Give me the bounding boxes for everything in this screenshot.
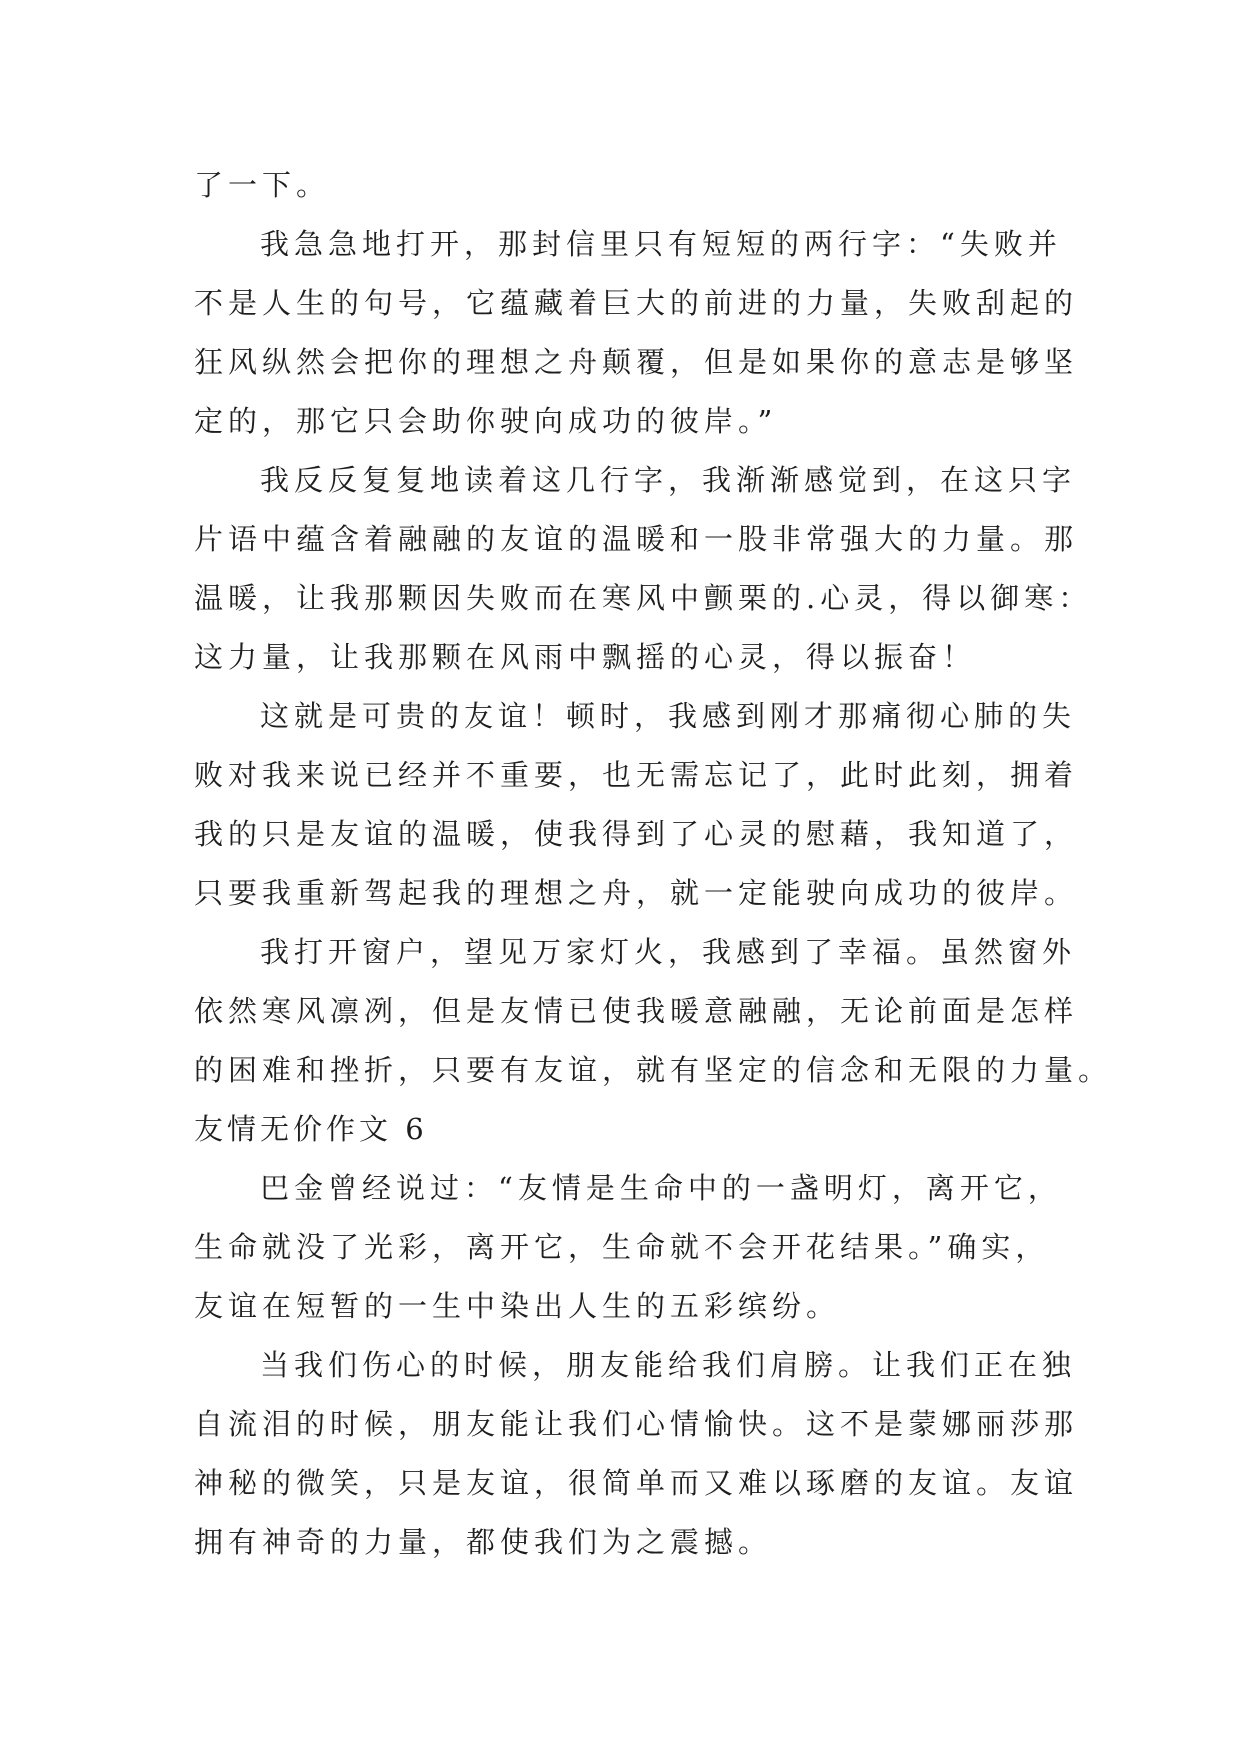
text-line: 定的，那它只会助你驶向成功的彼岸。” bbox=[194, 404, 778, 438]
text-line: 不是人生的句号，它蕴藏着巨大的前进的力量，失败刮起的 bbox=[194, 286, 1079, 320]
text-line: 我急急地打开，那封信里只有短短的两行字：“失败并 bbox=[260, 227, 1062, 261]
text-line: 这力量，让我那颗在风雨中飘摇的心灵，得以振奋！ bbox=[194, 640, 977, 674]
text-line: 生命就没了光彩，离开它，生命就不会开花结果。”确实， bbox=[194, 1230, 1050, 1264]
paragraph-continuation bbox=[194, 156, 1058, 215]
document-body bbox=[194, 156, 1113, 1572]
paragraph bbox=[194, 923, 1113, 1100]
paragraph bbox=[194, 1159, 1062, 1336]
text-line: 友谊在短暂的一生中染出人生的五彩缤纷。 bbox=[194, 1289, 841, 1323]
text-line: 依然寒风凛冽，但是友情已使我暖意融融，无论前面是怎样 bbox=[194, 994, 1079, 1028]
text-line: 自流泪的时候，朋友能让我们心情愉快。这不是蒙娜丽莎那 bbox=[194, 1407, 1079, 1441]
text-line: 这就是可贵的友谊！顿时，我感到刚才那痛彻心肺的失 bbox=[260, 699, 1077, 733]
text-line: 神秘的微笑，只是友谊，很简单而又难以琢磨的友谊。友谊 bbox=[194, 1466, 1079, 1500]
paragraph bbox=[194, 1336, 1079, 1572]
section-heading bbox=[194, 1100, 1058, 1159]
paragraph bbox=[194, 687, 1079, 923]
text-line: 了一下。 bbox=[194, 168, 331, 202]
text-line: 的困难和挫折，只要有友谊，就有坚定的信念和无限的力量。 bbox=[194, 1053, 1113, 1087]
paragraph bbox=[194, 451, 1093, 687]
text-line: 温暖，让我那颗因失败而在寒风中颤栗的.心灵，得以御寒： bbox=[194, 581, 1093, 615]
text-line: 败对我来说已经并不重要，也无需忘记了，此时此刻，拥着 bbox=[194, 758, 1079, 792]
text-line: 狂风纵然会把你的理想之舟颠覆，但是如果你的意志是够坚 bbox=[194, 345, 1079, 379]
section-heading-text: 友情无价作文 6 bbox=[194, 1112, 428, 1146]
text-line: 我打开窗户，望见万家灯火，我感到了幸福。虽然窗外 bbox=[260, 935, 1077, 969]
text-line: 巴金曾经说过：“友情是生命中的一盏明灯，离开它， bbox=[260, 1171, 1062, 1205]
text-line: 当我们伤心的时候，朋友能给我们肩膀。让我们正在独 bbox=[260, 1348, 1077, 1382]
text-line: 片语中蕴含着融融的友谊的温暖和一股非常强大的力量。那 bbox=[194, 522, 1079, 556]
text-line: 拥有神奇的力量，都使我们为之震撼。 bbox=[194, 1525, 773, 1559]
text-line: 只要我重新驾起我的理想之舟，就一定能驶向成功的彼岸。 bbox=[194, 876, 1079, 910]
text-line: 我反反复复地读着这几行字，我渐渐感觉到，在这只字 bbox=[260, 463, 1077, 497]
text-line: 我的只是友谊的温暖，使我得到了心灵的慰藉，我知道了， bbox=[194, 817, 1079, 851]
paragraph bbox=[194, 215, 1079, 451]
